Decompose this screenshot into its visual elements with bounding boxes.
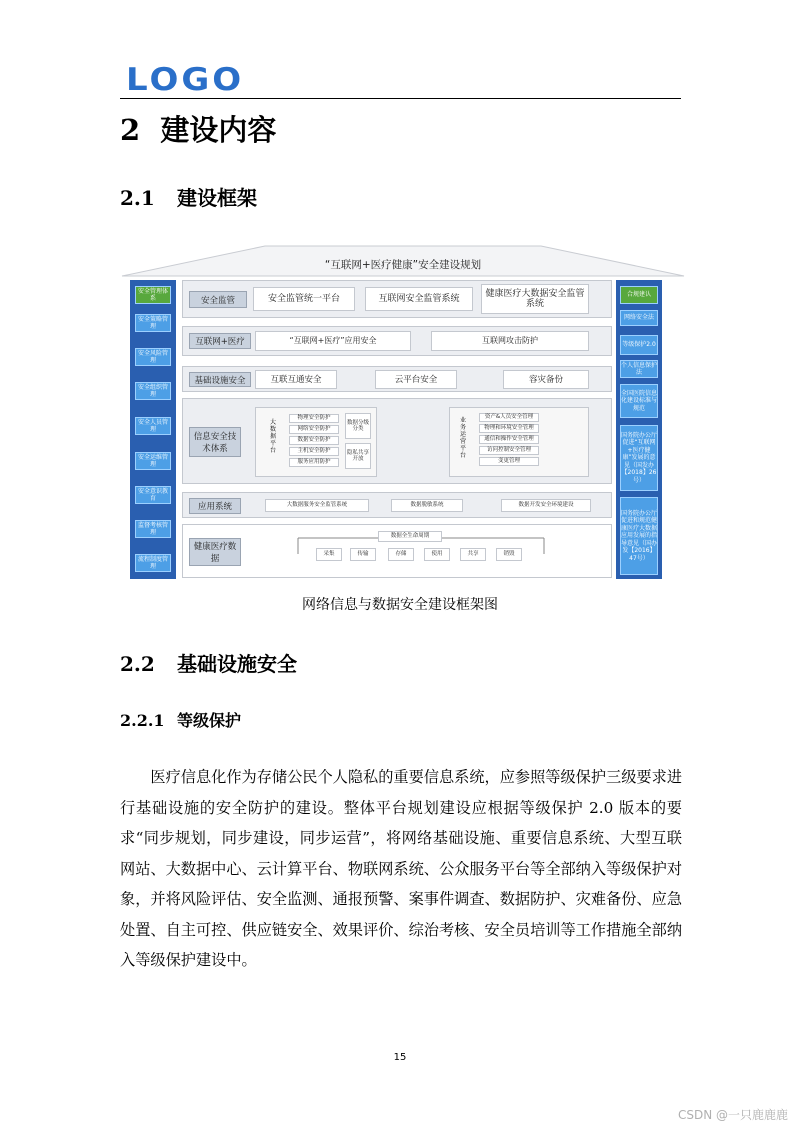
- left-item: 数据安全防护: [289, 436, 339, 445]
- row-label: 互联网+医疗: [189, 333, 251, 349]
- box-internet-supervision: 互联网安全监管系统: [365, 287, 473, 311]
- left-item-5: 安全运维管理: [135, 452, 171, 470]
- box-app-security: “互联网+医疗”应用安全: [255, 331, 411, 351]
- row-application: [182, 492, 612, 518]
- stage-collect: 采集: [316, 548, 342, 561]
- section-heading-2-2-1: [120, 708, 241, 731]
- row-label: 健康医疗数据: [189, 538, 241, 566]
- logo: LOGO: [126, 61, 245, 99]
- left-item: 物理安全防护: [289, 414, 339, 423]
- body-paragraph: 医疗信息化作为存储公民个人隐私的重要信息系统，应参照等级保护三级要求进行基础设施的安全防护的建设。整体平台规划建设应根据等级保护 2.0 版本的要求“同步规划，同步建设，同步运营”，将网络基础设施、重要信息系统、大型互联网站、大数据中心、云计算平台、物联网系统、公众服务平台等全部纳入等级保护对象，并将风险评估、安全监测、通报预警、案事件调查、数据防护、灾难备份、应急处置、自主可控、供应链安全、效果评价、综治考核、安全员培训等工作措施全部纳入等级保护建设中。: [120, 768, 682, 969]
- box-bigdata-supervision: 健康医疗大数据安全监管系统: [481, 284, 589, 314]
- row-internet-medical: [182, 326, 612, 356]
- left-item-6: 安全意识教育: [135, 486, 171, 504]
- section-title: 建设框架: [177, 186, 257, 210]
- left-item-4: 安全人员管理: [135, 417, 171, 435]
- right-item-5: 国务院办公厅促进“互联网+医疗健康”发展的意见（国发办【2018】26号）: [620, 425, 658, 491]
- box-disaster-backup: 容灾备份: [503, 370, 589, 389]
- section-heading-2-1: [120, 182, 257, 211]
- framework-diagram: [120, 240, 686, 582]
- row-label: 安全监管: [189, 291, 247, 308]
- left-item-1: 安全策略管理: [135, 314, 171, 332]
- box-desensitize: 数据脱敏系统: [391, 499, 463, 512]
- section-number: 2.2: [120, 652, 155, 676]
- right-item-6: 国务院办公厅促进和规范健康医疗大数据应用发展的指导意见（国办发【2016】47号）: [620, 497, 658, 575]
- mid-item: 数据分级分类: [345, 413, 371, 439]
- section-title: 基础设施安全: [177, 652, 297, 676]
- stage-destroy: 销毁: [496, 548, 522, 561]
- right-item: 变更管理: [479, 457, 539, 466]
- stage-use: 使用: [424, 548, 450, 561]
- watermark: CSDN @一只鹿鹿鹿: [677, 1108, 788, 1122]
- right-item: 资产&人员安全管理: [479, 413, 539, 422]
- right-item: 通信和操作安全管理: [479, 435, 539, 444]
- chapter-number: 2: [120, 113, 141, 147]
- right-item-0: 合规建认: [620, 286, 658, 304]
- box-unified-platform: 安全监管统一平台: [253, 287, 355, 311]
- business-platform-label: 业务运营平台: [459, 417, 466, 459]
- row-info-security: [182, 398, 612, 484]
- right-item-4: 全国医院信息化建设标准与规范: [620, 384, 658, 418]
- chapter-title: 建设内容: [160, 113, 277, 147]
- section-number: 2.2.1: [120, 711, 165, 730]
- row-label: 信息安全技术体系: [189, 427, 241, 457]
- box-dev-env: 数据开发安全环境建设: [501, 499, 591, 512]
- left-item-7: 监督考核管理: [135, 520, 171, 538]
- right-item: 访问控制安全管理: [479, 446, 539, 455]
- stage-transmit: 传输: [350, 548, 376, 561]
- figure-caption: 网络信息与数据安全建设框架图: [302, 597, 498, 613]
- box-bigdata-service: 大数据服务安全监管系统: [265, 499, 369, 512]
- left-item: 网络安全防护: [289, 425, 339, 434]
- box-cloud: 云平台安全: [375, 370, 457, 389]
- row-label: 基础设施安全: [189, 372, 251, 387]
- stage-store: 存储: [388, 548, 414, 561]
- row-label: 应用系统: [189, 498, 241, 514]
- roof-title: “互联网+医疗健康”安全建设规划: [324, 259, 482, 271]
- mid-item: 隐私共享开放: [345, 443, 371, 469]
- chapter-heading: [120, 108, 276, 149]
- row-infrastructure: [182, 366, 612, 392]
- right-item-2: 等级保护2.0: [620, 335, 658, 355]
- left-item-2: 安全风险管理: [135, 348, 171, 366]
- left-item-3: 安全组织管理: [135, 382, 171, 400]
- box-interconnect: 互联互通安全: [255, 370, 337, 389]
- left-item: 主机安全防护: [289, 447, 339, 456]
- section-heading-2-2: [120, 648, 297, 677]
- section-title: 等级保护: [177, 711, 242, 730]
- left-item: 服务应用防护: [289, 458, 339, 467]
- stage-share: 共享: [460, 548, 486, 561]
- box-attack-protection: 互联网攻击防护: [431, 331, 589, 351]
- page-number: 15: [393, 1052, 407, 1063]
- lifecycle-title: 数据全生命周期: [378, 531, 442, 542]
- right-item-3: 个人信息保护法: [621, 361, 658, 376]
- left-item-0: 安全管理体系: [135, 286, 171, 304]
- section-number: 2.1: [120, 186, 155, 210]
- header-rule: [120, 98, 681, 99]
- bigdata-platform-label: 大数据平台: [269, 419, 276, 454]
- row-security-supervision: [182, 280, 612, 318]
- left-item-8: 流程制度管理: [135, 554, 171, 572]
- right-item: 物理和环境安全管理: [479, 424, 539, 433]
- right-item-1: 网络安全法: [620, 310, 658, 326]
